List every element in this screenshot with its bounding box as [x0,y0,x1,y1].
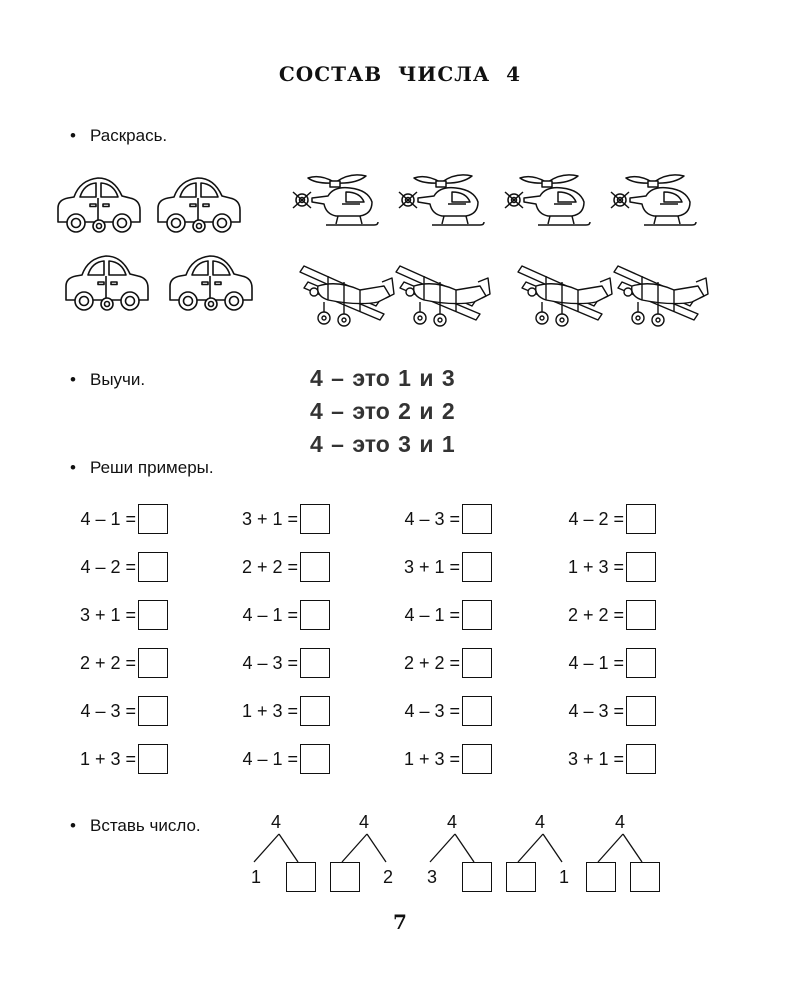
tree-top-number: 4 [535,812,546,832]
example-expression: 2 + 2 = [79,652,136,673]
bullet: • [70,370,76,389]
car-picture [166,250,258,314]
car-picture [154,172,246,236]
example-item [546,696,656,728]
page-number: 7 [393,910,407,934]
example-item [382,648,492,680]
tree-right-answer-box[interactable] [286,862,316,892]
answer-box[interactable] [300,600,330,630]
example-item [220,648,330,680]
task-color-text: Раскрась. [90,126,168,145]
answer-box[interactable] [462,744,492,774]
example-item [546,552,656,584]
airplane-picture [394,256,490,328]
example-item [382,696,492,728]
helicopter-picture [396,168,488,232]
example-item [58,504,168,536]
example-expression: 4 – 3 = [568,700,624,721]
answer-box[interactable] [138,504,168,534]
example-expression: 4 – 1 = [242,604,298,625]
example-expression: 1 + 3 = [79,748,136,769]
example-expression: 4 – 1 = [80,508,136,529]
answer-box[interactable] [462,648,492,678]
learn-line: 4 – это 3 и 1 [310,431,455,457]
tree-right-answer-box[interactable] [630,862,660,892]
learn-list [310,362,455,461]
task-insert-label [70,816,201,836]
task-learn-text: Выучи. [90,370,146,389]
answer-box[interactable] [462,552,492,582]
bullet: • [70,458,76,477]
airplane-picture [516,256,612,328]
example-item [58,744,168,776]
helicopter-picture [290,168,382,232]
car-picture [54,172,146,236]
airplane-picture [298,256,394,328]
example-expression: 2 + 2 = [241,556,298,577]
helicopter-picture [502,168,594,232]
answer-box[interactable] [626,504,656,534]
answer-box[interactable] [138,744,168,774]
answer-box[interactable] [626,552,656,582]
example-item [546,648,656,680]
example-item [220,600,330,632]
task-learn-label [70,370,145,390]
example-expression: 3 + 1 = [79,604,136,625]
tree-right-answer-box[interactable] [462,862,492,892]
answer-box[interactable] [462,504,492,534]
bullet: • [70,816,76,835]
tree-left-number: 3 [427,867,438,887]
example-item [546,744,656,776]
example-expression: 4 – 2 = [568,508,624,529]
example-expression: 4 – 3 = [80,700,136,721]
answer-box[interactable] [138,696,168,726]
answer-box[interactable] [626,600,656,630]
page-title: СОСТАВ ЧИСЛА 4 [278,62,522,86]
tree-top-number: 4 [359,812,370,832]
tree-top-number: 4 [615,812,626,832]
example-expression: 4 – 3 = [404,700,460,721]
answer-box[interactable] [138,552,168,582]
tree-left-answer-box[interactable] [506,862,536,892]
example-expression: 4 – 3 = [242,652,298,673]
example-expression: 3 + 1 = [567,748,624,769]
answer-box[interactable] [462,696,492,726]
tree-right-number: 1 [559,867,570,887]
example-item [220,744,330,776]
example-expression: 3 + 1 = [241,508,298,529]
example-expression: 1 + 3 = [241,700,298,721]
tree-top-number: 4 [447,812,458,832]
example-item [546,600,656,632]
learn-line: 4 – это 1 и 3 [310,365,455,391]
tree-right-number: 2 [383,867,394,887]
example-expression: 2 + 2 = [403,652,460,673]
learn-line: 4 – это 2 и 2 [310,398,455,424]
answer-box[interactable] [138,600,168,630]
example-expression: 4 – 1 = [242,748,298,769]
example-expression: 4 – 1 = [404,604,460,625]
example-expression: 4 – 3 = [404,508,460,529]
answer-box[interactable] [626,648,656,678]
example-item [382,744,492,776]
answer-box[interactable] [138,648,168,678]
example-item [382,600,492,632]
tree-left-number: 1 [251,867,262,887]
answer-box[interactable] [300,504,330,534]
bullet: • [70,126,76,145]
tree-top-number: 4 [271,812,282,832]
example-item [220,696,330,728]
example-expression: 4 – 1 = [568,652,624,673]
answer-box[interactable] [300,648,330,678]
example-item [220,504,330,536]
tree-left-answer-box[interactable] [586,862,616,892]
tree-left-answer-box[interactable] [330,862,360,892]
example-item [58,600,168,632]
answer-box[interactable] [300,552,330,582]
answer-box[interactable] [300,696,330,726]
example-expression: 1 + 3 = [567,556,624,577]
example-item [58,648,168,680]
example-expression: 3 + 1 = [403,556,460,577]
answer-box[interactable] [462,600,492,630]
example-item [382,504,492,536]
example-expression: 2 + 2 = [567,604,624,625]
task-solve-label [70,458,214,478]
example-item [58,552,168,584]
answer-box[interactable] [300,744,330,774]
example-expression: 1 + 3 = [403,748,460,769]
airplane-picture [612,256,708,328]
task-solve-text: Реши примеры. [90,458,214,477]
example-item [382,552,492,584]
task-insert-text: Вставь число. [90,816,201,835]
answer-box[interactable] [626,744,656,774]
helicopter-picture [608,168,700,232]
example-expression: 4 – 2 = [80,556,136,577]
answer-box[interactable] [626,696,656,726]
example-item [220,552,330,584]
example-item [546,504,656,536]
car-picture [62,250,154,314]
example-item [58,696,168,728]
task-color-label [70,126,167,146]
